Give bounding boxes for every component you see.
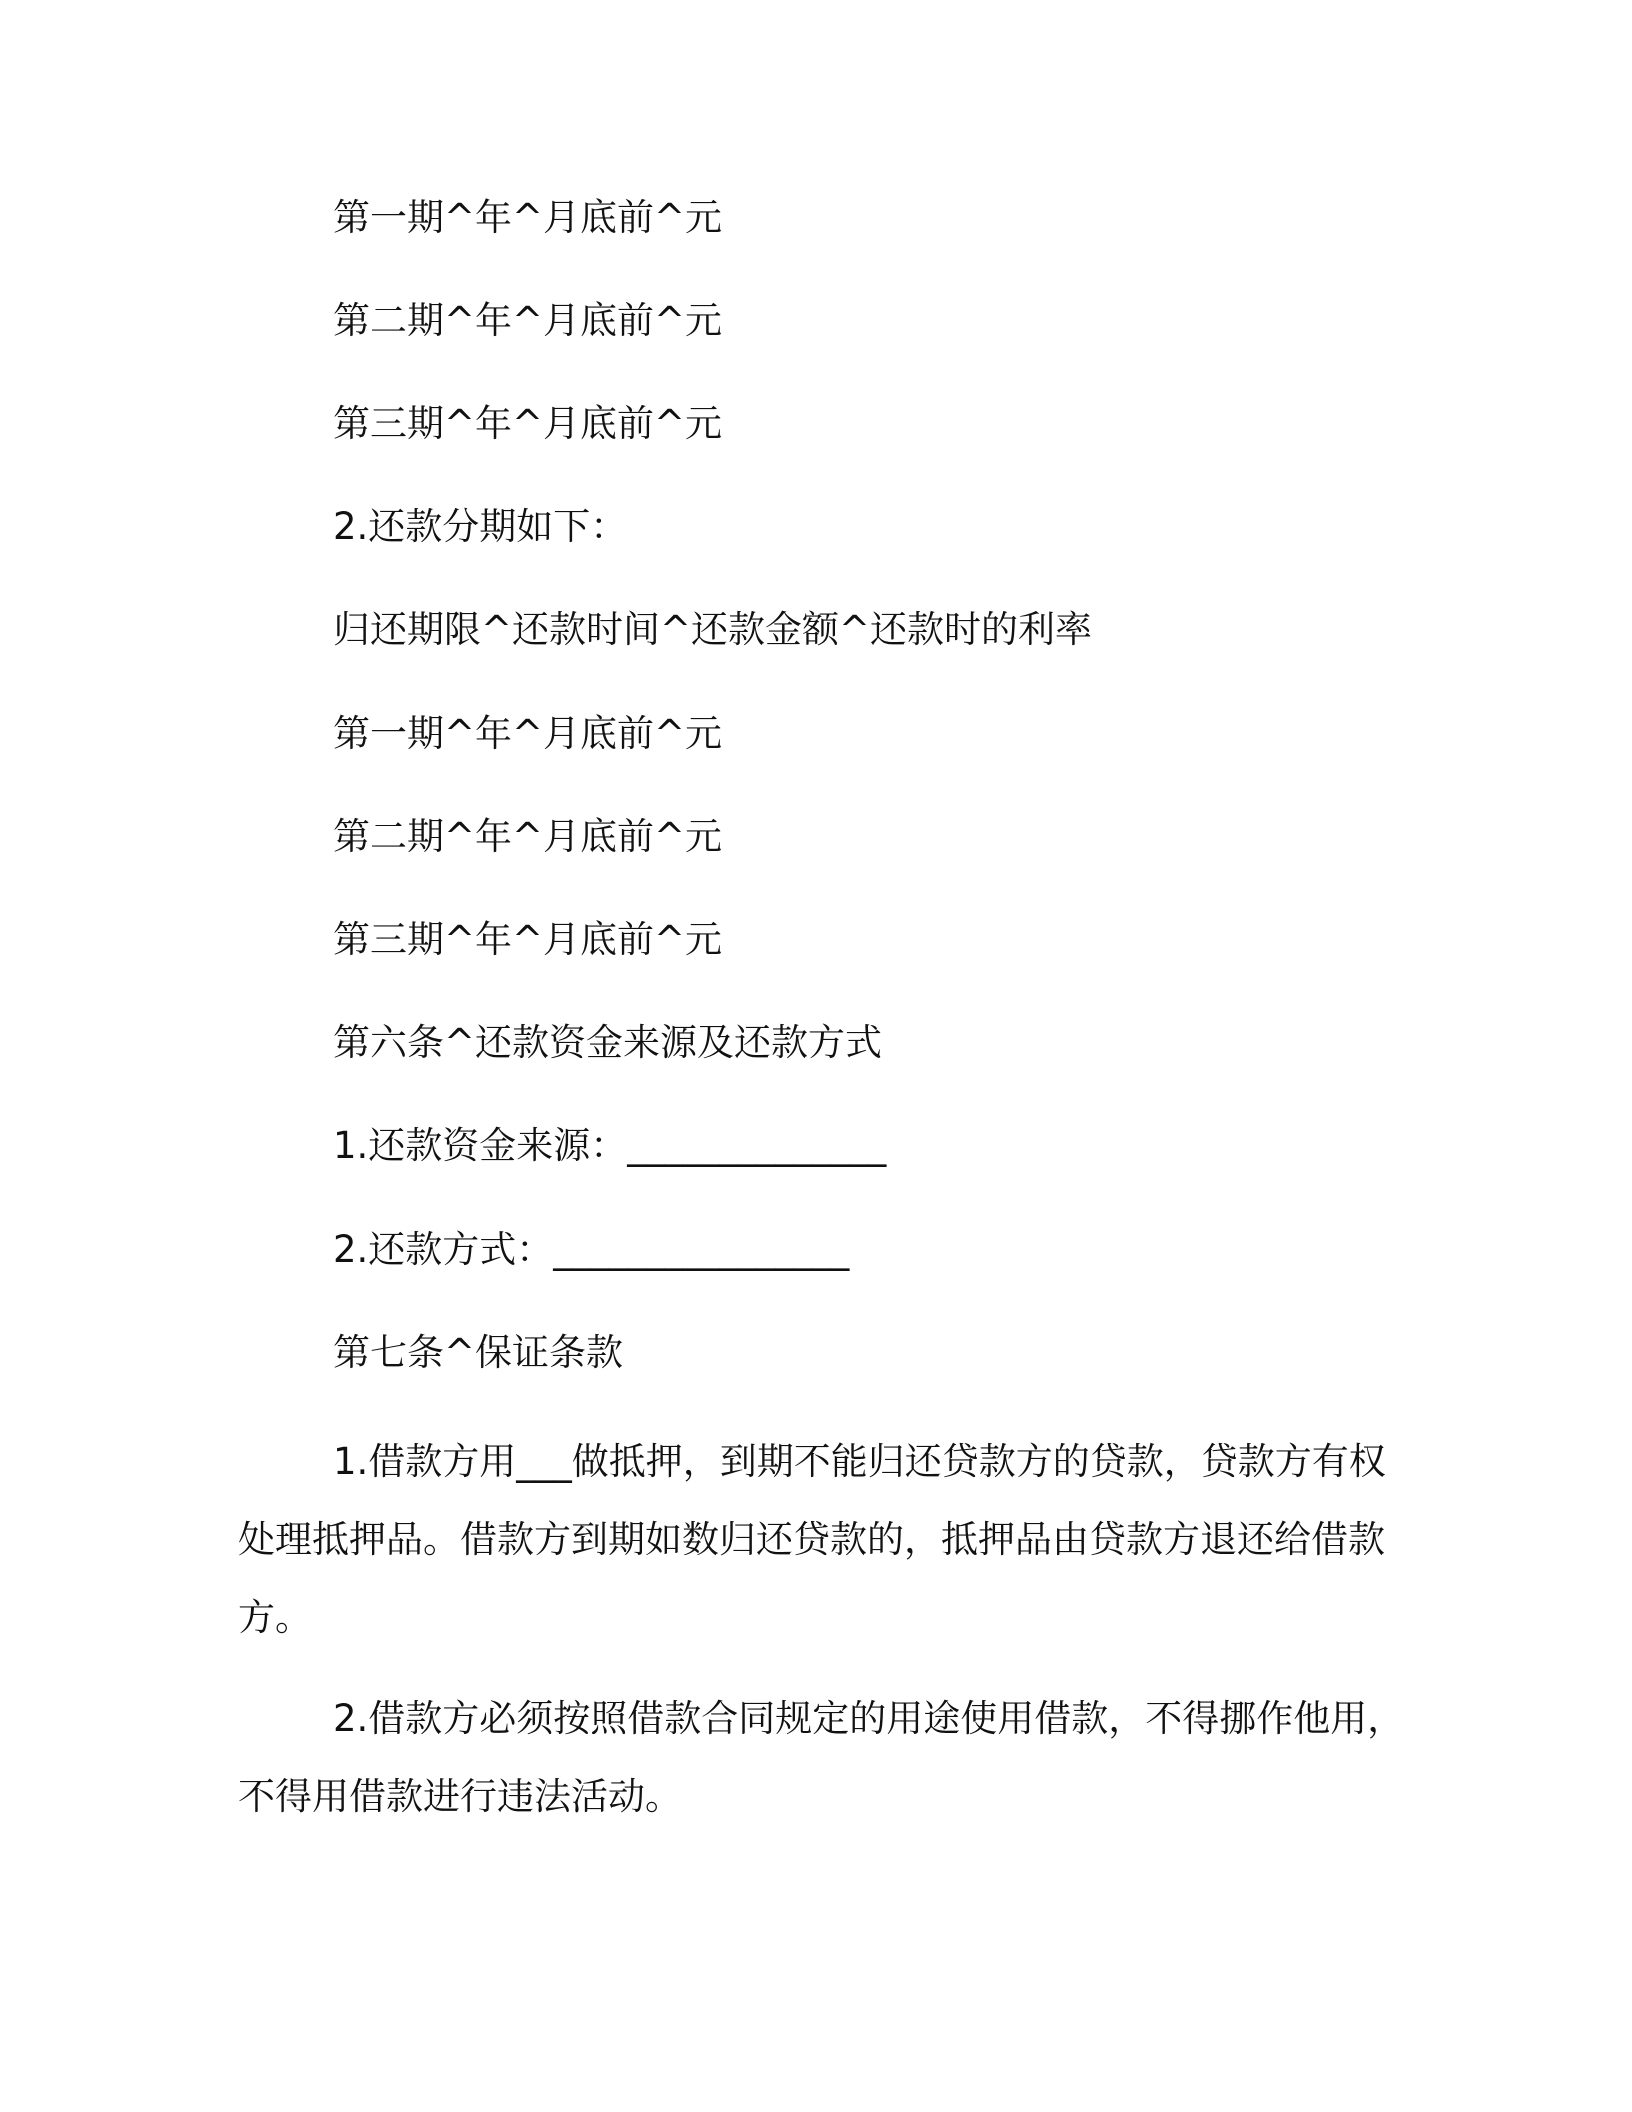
guarantee-clause-1: 1.借款方用___做抵押，到期不能归还贷款方的贷款，贷款方有权处理抵押品。借款方到期如数归还贷款的，抵押品由贷款方退还给借款方。	[238, 1440, 1386, 1639]
installment-line-4: 第一期^年^月底前^元	[333, 712, 723, 755]
article-seven-heading: 第七条^保证条款	[333, 1331, 624, 1374]
installment-line-5: 第二期^年^月底前^元	[333, 815, 723, 858]
repayment-source-line: 1.还款资金来源：______________	[333, 1124, 887, 1167]
installment-line-2: 第二期^年^月底前^元	[333, 299, 723, 342]
installment-line-3: 第三期^年^月底前^元	[333, 402, 723, 445]
repayment-schedule-heading: 2.还款分期如下：	[333, 505, 628, 548]
installment-line-6: 第三期^年^月底前^元	[333, 918, 723, 961]
repayment-method-line: 2.还款方式：________________	[333, 1228, 850, 1271]
installment-line-1: 第一期^年^月底前^元	[333, 196, 723, 239]
guarantee-clause-2: 2.借款方必须按照借款合同规定的用途使用借款，不得挪作他用，不得用借款进行违法活动。	[238, 1697, 1405, 1818]
article-six-heading: 第六条^还款资金来源及还款方式	[333, 1021, 883, 1064]
schedule-columns-line: 归还期限^还款时间^还款金额^还款时的利率	[333, 608, 1093, 651]
